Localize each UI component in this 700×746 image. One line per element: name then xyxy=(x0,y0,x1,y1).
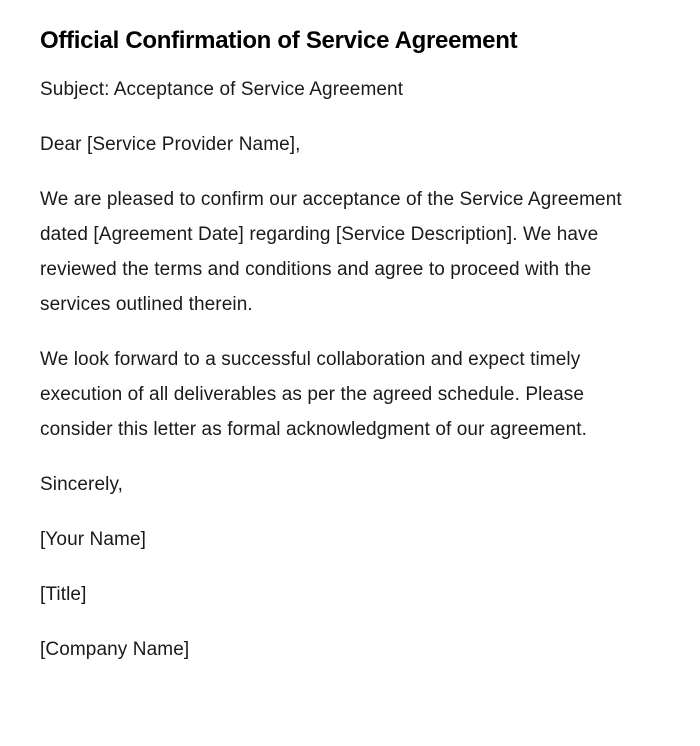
body-paragraph-2: We look forward to a successful collaboration and expect timely execution of all deliverables as per the agreed schedule. Please consider this letter as formal acknowledgment of our agreement. xyxy=(40,349,588,440)
closing: Sincerely, xyxy=(40,474,124,495)
signature-title: [Title] xyxy=(40,584,87,605)
signature-name: [Your Name] xyxy=(40,529,147,550)
subject-line: Subject: Acceptance of Service Agreement xyxy=(40,79,404,100)
salutation: Dear [Service Provider Name], xyxy=(40,134,301,155)
signature-company: [Company Name] xyxy=(40,639,190,660)
document-title: Official Confirmation of Service Agreement xyxy=(40,27,518,54)
body-paragraph-1: We are pleased to confirm our acceptance of the Service Agreement dated [Agreement Date] regarding [Service Description]. We have reviewed the terms and conditions and agree to proceed with the services outlined therein. xyxy=(40,189,622,315)
